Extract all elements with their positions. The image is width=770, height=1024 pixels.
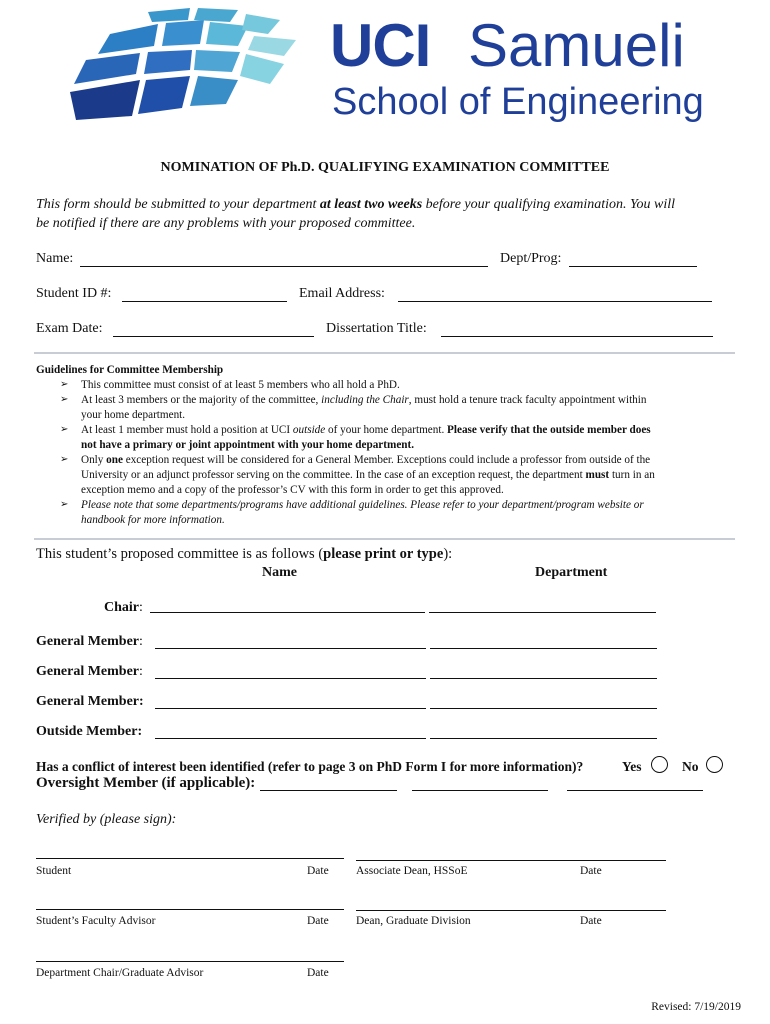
oversight-label: Oversight Member (if applicable): (36, 775, 256, 791)
grad-dean-date-label: Date (580, 915, 602, 927)
general-member-3-name-field[interactable] (155, 708, 426, 709)
guideline-2-line2: your home department. (81, 409, 186, 421)
guideline-4-line2-bold: must (585, 469, 610, 481)
logo-school-of-engineering: School of Engineering (332, 81, 704, 123)
email-field[interactable] (398, 301, 712, 302)
form-title: NOMINATION OF Ph.D. QUALIFYING EXAMINATION COMMITTEE (160, 160, 610, 175)
intro-text-1: This form should be submitted to your department (36, 197, 320, 212)
general-member-2-name-field[interactable] (155, 678, 426, 679)
dissertation-label: Dissertation Title: (326, 321, 427, 336)
guideline-4-post: exception request will be considered for a General Member. Exceptions could include a professor from outside of the (122, 454, 651, 466)
general-member-1-name-field[interactable] (155, 648, 426, 649)
intro-text-2: before your qualifying examination. You will (422, 197, 676, 212)
guideline-4-line2-pre: University or an adjunct professor serving on the committee. In the case of an exception request, the department (81, 469, 586, 481)
name-field[interactable] (80, 266, 488, 267)
general-member-1-colon: : (139, 634, 143, 649)
guideline-4-line2-post: turn in an (609, 469, 655, 481)
student-signature-line[interactable] (36, 858, 344, 859)
guideline-4 (81, 453, 746, 498)
guideline-2 (81, 393, 741, 423)
general-member-2-text: General Member (36, 664, 140, 679)
intro-text-3: be notified if there are any problems with your proposed committee. (36, 216, 416, 231)
general-member-2-colon: : (139, 664, 143, 679)
exam-date-field[interactable] (113, 336, 314, 337)
advisor-signature-label: Student’s Faculty Advisor (36, 915, 156, 927)
guideline-4-bold: one (106, 454, 123, 466)
chair-dept-field[interactable] (429, 612, 656, 613)
assoc-dean-label: Associate Dean, HSSoE (356, 865, 468, 877)
guideline-5-line2: handbook for more information. (81, 514, 225, 526)
name-label: Name: (36, 251, 74, 266)
general-member-1-text: General Member (36, 634, 140, 649)
committee-intro (36, 546, 452, 563)
general-member-1-label (36, 634, 143, 650)
guideline-2-pre: At least 3 members or the majority of the committee, (81, 394, 322, 406)
student-id-field[interactable] (122, 301, 287, 302)
assoc-dean-signature-line[interactable] (356, 860, 666, 861)
oversight-field-2[interactable] (412, 790, 548, 791)
advisor-signature-line[interactable] (36, 909, 344, 910)
guideline-4-pre: Only (81, 454, 107, 466)
outside-member-name-field[interactable] (155, 738, 426, 739)
intro-bold: at least two weeks (319, 197, 423, 212)
chair-label-text: Chair (104, 600, 139, 615)
bullet-icon-1: ➢ (60, 379, 69, 390)
chair-name-field[interactable] (150, 612, 425, 613)
committee-intro-text: This student’s proposed committee is as follows ( (36, 546, 324, 562)
bullet-icon-4: ➢ (60, 454, 69, 465)
form-intro (36, 195, 736, 233)
conflict-yes-radio[interactable] (651, 756, 668, 773)
oversight-field-3[interactable] (567, 790, 703, 791)
conflict-no-radio[interactable] (706, 756, 723, 773)
student-date-label: Date (307, 865, 329, 877)
grad-dean-label: Dean, Graduate Division (356, 915, 471, 927)
advisor-date-label: Date (307, 915, 329, 927)
dept-label: Dept/Prog: (500, 251, 562, 266)
revised-date: Revised: 7/19/2019 (651, 1001, 741, 1013)
dissertation-field[interactable] (441, 336, 713, 337)
chair-label (104, 600, 143, 616)
general-member-2-dept-field[interactable] (430, 678, 657, 679)
outside-member-label: Outside Member: (36, 724, 143, 739)
guideline-5-line1: Please note that some departments/programs have additional guidelines. Please refer to your department/program website or (81, 499, 644, 511)
dept-chair-signature-label: Department Chair/Graduate Advisor (36, 967, 204, 979)
guideline-3-line2: not have a primary or joint appointment with your home department. (81, 439, 415, 451)
column-header-department: Department (535, 565, 608, 580)
separator-top (34, 352, 735, 354)
dept-field[interactable] (569, 266, 697, 267)
logo-samueli: Samueli (468, 12, 685, 79)
chair-label-colon: : (139, 600, 143, 615)
logo-uci: UCI (330, 12, 431, 79)
conflict-no-label: No (682, 759, 699, 774)
general-member-1-dept-field[interactable] (430, 648, 657, 649)
email-label: Email Address: (299, 286, 385, 301)
general-member-3-dept-field[interactable] (430, 708, 657, 709)
general-member-2-label (36, 664, 143, 680)
dept-chair-date-label: Date (307, 967, 329, 979)
guideline-5 (81, 498, 741, 528)
guidelines-heading: Guidelines for Committee Membership (36, 364, 224, 376)
guideline-4-line3: exception memo and a copy of the professor’s CV with this form in order to get this approved. (81, 484, 504, 496)
guideline-3-bold: Please verify that the outside member does (447, 424, 651, 436)
guideline-2-italic: including the Chair (321, 394, 409, 406)
column-header-name: Name (262, 565, 297, 580)
exam-date-label: Exam Date: (36, 321, 103, 336)
oversight-name-field[interactable] (260, 790, 397, 791)
guideline-3-mid: of your home department. (325, 424, 448, 436)
student-signature-label: Student (36, 865, 72, 877)
conflict-yes-label: Yes (622, 759, 642, 774)
guideline-3-italic: outside (292, 424, 326, 436)
school-logo (70, 8, 720, 126)
guideline-1: This committee must consist of at least 5 members who all hold a PhD. (81, 379, 400, 391)
guideline-3-pre: At least 1 member must hold a position at UCI (81, 424, 293, 436)
outside-member-dept-field[interactable] (430, 738, 657, 739)
bullet-icon-5: ➢ (60, 499, 69, 510)
conflict-question: Has a conflict of interest been identified (refer to page 3 on PhD Form I for more information)? (36, 759, 584, 774)
student-id-label: Student ID #: (36, 286, 112, 301)
bullet-icon-3: ➢ (60, 424, 69, 435)
assoc-dean-date-label: Date (580, 865, 602, 877)
verified-label: Verified by (please sign): (36, 812, 177, 827)
committee-intro-bold: please print or type (323, 546, 444, 562)
guideline-2-post: , must hold a tenure track faculty appointment within (408, 394, 647, 406)
dept-chair-signature-line[interactable] (36, 961, 344, 962)
guideline-3 (81, 423, 741, 453)
logo-swoosh-mark (70, 8, 310, 126)
grad-dean-signature-line[interactable] (356, 910, 666, 911)
general-member-3-label: General Member: (36, 694, 144, 709)
committee-intro-end: ): (443, 546, 453, 562)
bullet-icon-2: ➢ (60, 394, 69, 405)
separator-bottom (34, 538, 735, 540)
